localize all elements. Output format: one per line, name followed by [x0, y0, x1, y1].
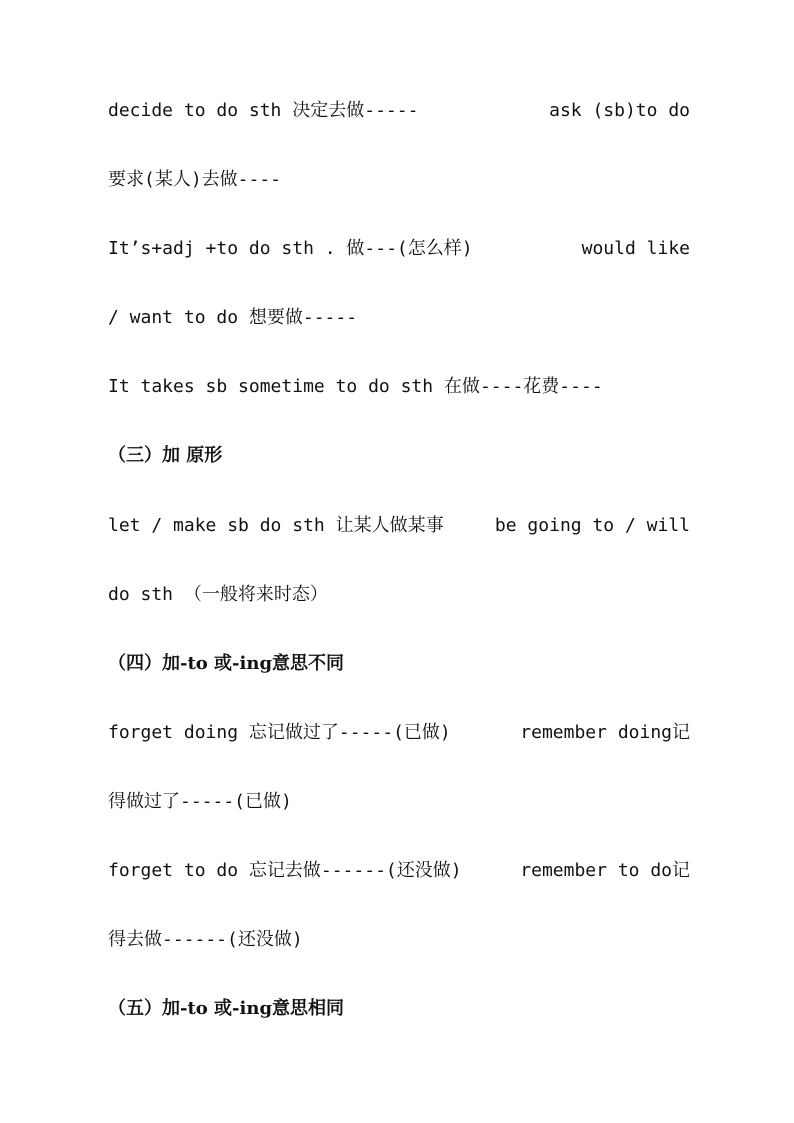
line-right-text: ask (sb)to do — [549, 100, 690, 121]
text-line: It takes sb sometime to do sth 在做----花费---- — [108, 376, 603, 397]
text-line — [108, 856, 690, 886]
text-line — [108, 718, 690, 748]
line-left-text: It’s+adj +to do sth . 做---(怎么样) — [108, 238, 473, 259]
text-line: do sth （一般将来时态） — [108, 584, 328, 605]
line-right-text: be going to / will — [494, 515, 690, 536]
line-left-text: forget doing 忘记做过了-----(已做) — [108, 722, 451, 743]
line-left-text: forget to do 忘记去做------(还没做) — [108, 860, 462, 881]
section-heading: （五）加-to 或-ing意思相同 — [108, 998, 345, 1019]
text-line: / want to do 想要做----- — [108, 307, 358, 328]
section-heading: （三）加 原形 — [108, 445, 223, 466]
line-right-text: remember doing记 — [520, 722, 690, 743]
text-line — [108, 96, 690, 126]
text-line — [108, 511, 690, 541]
text-line — [108, 234, 690, 264]
section-heading: （四）加-to 或-ing意思不同 — [108, 653, 345, 674]
text-line: 要求(某人)去做---- — [108, 169, 282, 190]
text-line: 得去做------(还没做) — [108, 929, 303, 950]
line-left-text: decide to do sth 决定去做----- — [108, 100, 419, 121]
text-line: 得做过了-----(已做) — [108, 791, 292, 812]
line-left-text: let / make sb do sth 让某人做某事 — [108, 515, 444, 536]
line-right-text: would like — [581, 238, 690, 259]
line-right-text: remember to do记 — [520, 860, 690, 881]
